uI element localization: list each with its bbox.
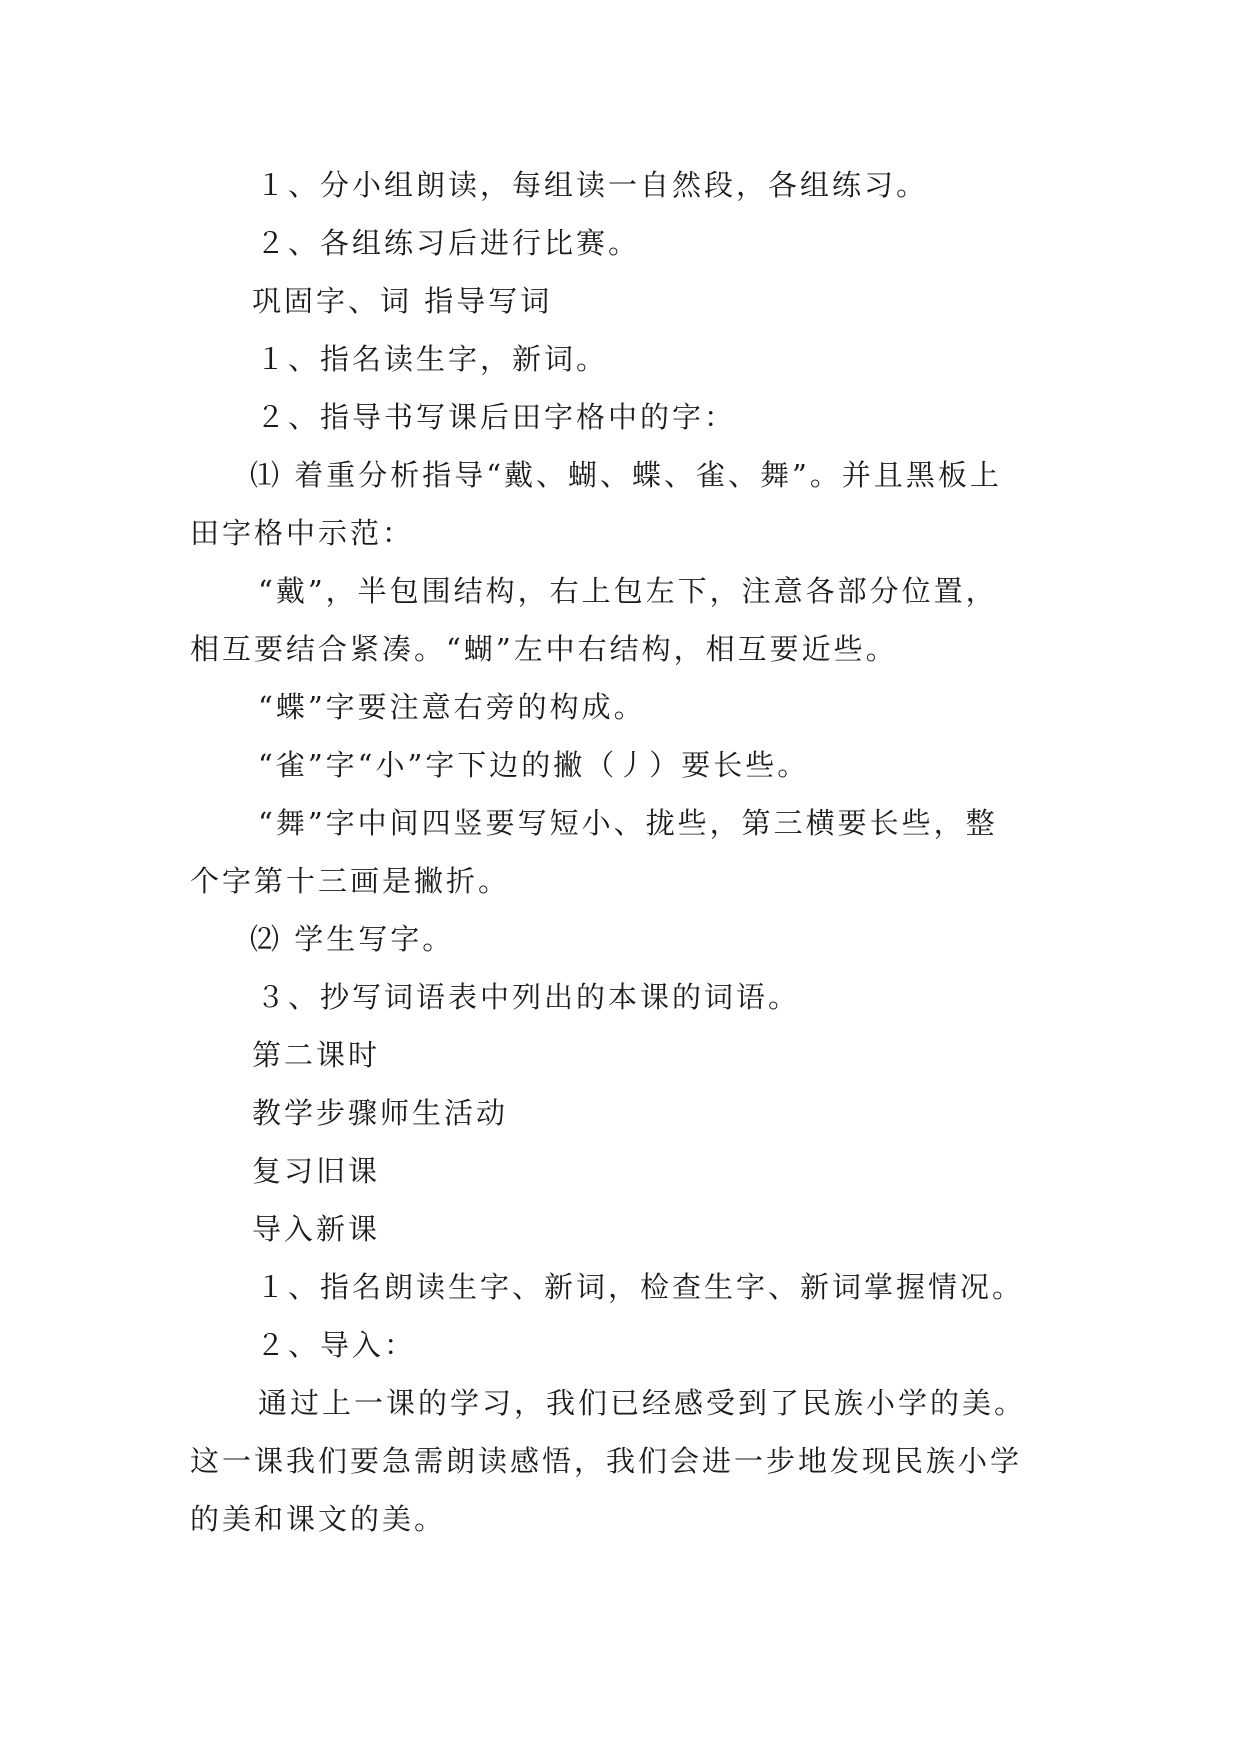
- text-line-6: ⑴ 着重分析指导“戴、蝴、蝶、雀、舞”。并且黑板上: [250, 458, 1002, 492]
- text-line-15: ３、抄写词语表中列出的本课的词语。: [256, 980, 801, 1014]
- text-line-11: “雀”字“小”字下边的撇（丿）要长些。: [258, 748, 810, 782]
- text-line-23: 这一课我们要急需朗读感悟，我们会进一步地发现民族小学: [190, 1444, 1023, 1478]
- text-line-9: 相互要结合紧凑。“蝴”左中右结构，相互要近些。: [190, 632, 898, 666]
- text-line-14: ⑵ 学生写字。: [250, 922, 455, 956]
- section-heading-teaching-steps: 教学步骤师生活动: [252, 1096, 509, 1130]
- text-line-22: 通过上一课的学习，我们已经感受到了民族小学的美。: [258, 1386, 1027, 1420]
- section-heading-review: 复习旧课: [252, 1154, 381, 1188]
- text-line-7: 田字格中示范：: [190, 516, 415, 550]
- text-line-20: １、指名朗读生字、新词，检查生字、新词掌握情况。: [256, 1270, 1025, 1304]
- section-heading-second-lesson: 第二课时: [252, 1038, 381, 1072]
- section-heading-consolidate: 巩固字、词 指导写词: [252, 284, 553, 318]
- text-line-8: “戴”，半包围结构，右上包左下，注意各部分位置，: [258, 574, 998, 608]
- text-line-10: “蝶”字要注意右旁的构成。: [258, 690, 646, 724]
- text-line-12: “舞”字中间四竖要写短小、拢些，第三横要长些，整: [258, 806, 998, 840]
- text-line-1: １、分小组朗读，每组读一自然段，各组练习。: [256, 168, 929, 202]
- text-line-24: 的美和课文的美。: [190, 1502, 447, 1536]
- text-line-21: ２、导入：: [256, 1328, 417, 1362]
- section-heading-new-lesson: 导入新课: [252, 1212, 381, 1246]
- text-line-4: １、指名读生字，新词。: [256, 342, 609, 376]
- text-line-2: ２、各组练习后进行比赛。: [256, 226, 641, 260]
- text-line-5: ２、指导书写课后田字格中的字：: [256, 400, 737, 434]
- document-page: [190, 156, 1060, 1548]
- text-line-13: 个字第十三画是撇折。: [190, 864, 511, 898]
